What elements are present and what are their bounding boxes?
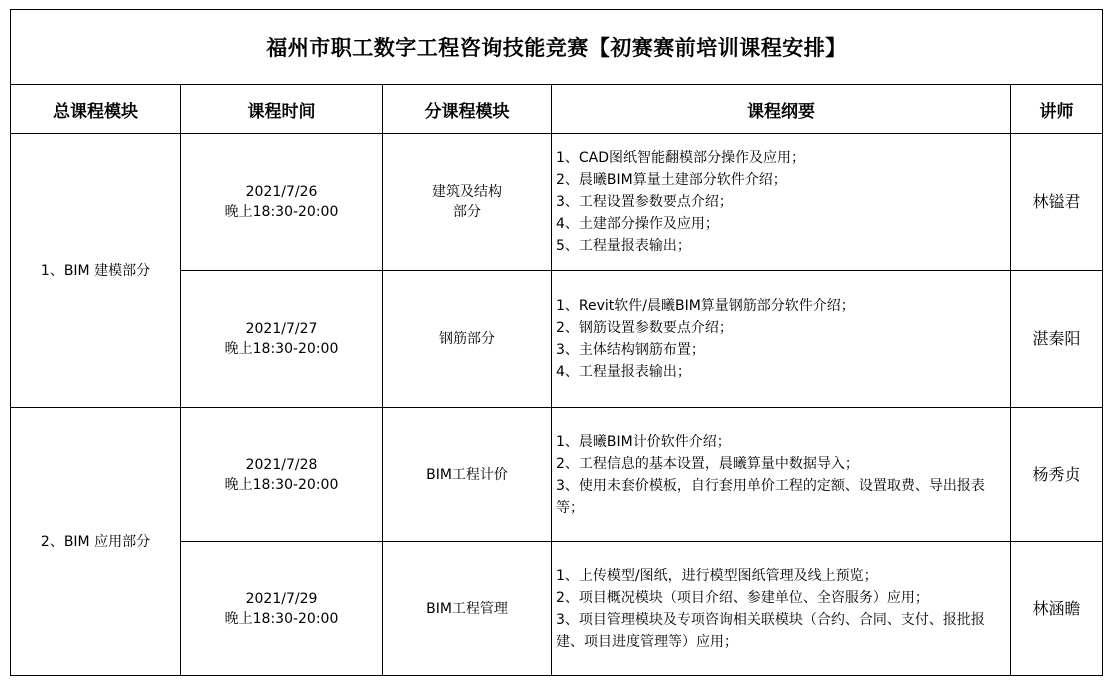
header-time: 课程时间 xyxy=(181,85,383,134)
session-time: 晚上18:30-20:00 xyxy=(224,476,339,493)
session-date: 2021/7/26 xyxy=(245,184,318,200)
session-date: 2021/7/27 xyxy=(245,321,318,337)
sub-module-cell: 建筑及结构 部分 xyxy=(383,134,552,271)
outline-cell xyxy=(552,271,1011,408)
session-date: 2021/7/29 xyxy=(245,590,318,607)
training-schedule-table xyxy=(10,9,1103,676)
main-module-cell: 2、BIM 应用部分 xyxy=(11,408,181,676)
outline-item: 4、土建部分操作及应用； xyxy=(556,216,719,232)
outline-item: 4、工程量报表输出； xyxy=(556,364,691,380)
outline-item: 3、项目管理模块及专项咨询相关联模块（合约、合同、支付、报批报建、项目进度管理等）应用； xyxy=(556,611,985,650)
session-time: 晚上18:30-20:00 xyxy=(224,204,339,220)
sub-module-cell: BIM工程管理 xyxy=(383,542,552,676)
outline-item: 1、Revit软件/晨曦BIM算量钢筋部分软件介绍； xyxy=(556,298,855,314)
main-module-cell: 1、BIM 建模部分 xyxy=(11,134,181,408)
outline-cell xyxy=(552,408,1011,542)
sub-module-cell: BIM工程计价 xyxy=(383,408,552,542)
header-teacher: 讲师 xyxy=(1011,85,1103,134)
outline-item: 1、晨曦BIM计价软件介绍； xyxy=(556,433,731,450)
session-date: 2021/7/28 xyxy=(245,456,318,473)
header-sub-module: 分课程模块 xyxy=(383,85,552,134)
page-title: 福州市职工数字工程咨询技能竞赛【初赛赛前培训课程安排】 xyxy=(11,10,1103,85)
outline-cell xyxy=(552,542,1011,676)
time-cell xyxy=(181,408,383,542)
outline-cell xyxy=(552,134,1011,271)
table-row xyxy=(11,408,1103,542)
time-cell xyxy=(181,134,383,271)
header-row xyxy=(11,85,1103,134)
header-main-module: 总课程模块 xyxy=(11,85,181,134)
outline-item: 2、工程信息的基本设置，晨曦算量中数据导入； xyxy=(556,455,859,472)
teacher-cell: 林涵瞻 xyxy=(1011,542,1103,676)
outline-item: 3、使用未套价模板，自行套用单价工程的定额、设置取费、导出报表等； xyxy=(556,477,985,516)
outline-item: 2、晨曦BIM算量土建部分软件介绍； xyxy=(556,172,787,188)
outline-item: 1、上传模型/图纸，进行模型图纸管理及线上预览； xyxy=(556,567,878,584)
teacher-cell: 杨秀贞 xyxy=(1011,408,1103,542)
time-cell xyxy=(181,542,383,676)
session-time: 晚上18:30-20:00 xyxy=(224,610,339,627)
session-time: 晚上18:30-20:00 xyxy=(224,341,339,357)
teacher-cell: 林镒君 xyxy=(1011,134,1103,271)
outline-item: 5、工程量报表输出； xyxy=(556,238,691,254)
header-outline: 课程纲要 xyxy=(552,85,1011,134)
time-cell xyxy=(181,271,383,408)
outline-item: 1、CAD图纸智能翻模部分操作及应用； xyxy=(556,150,806,166)
outline-item: 2、项目概况模块（项目介绍、参建单位、全咨服务）应用； xyxy=(556,589,929,606)
table-row xyxy=(11,134,1103,271)
sub-module-cell: 钢筋部分 xyxy=(383,271,552,408)
teacher-cell: 湛秦阳 xyxy=(1011,271,1103,408)
outline-item: 2、钢筋设置参数要点介绍； xyxy=(556,320,733,336)
outline-item: 3、主体结构钢筋布置； xyxy=(556,342,705,358)
outline-item: 3、工程设置参数要点介绍； xyxy=(556,194,733,210)
